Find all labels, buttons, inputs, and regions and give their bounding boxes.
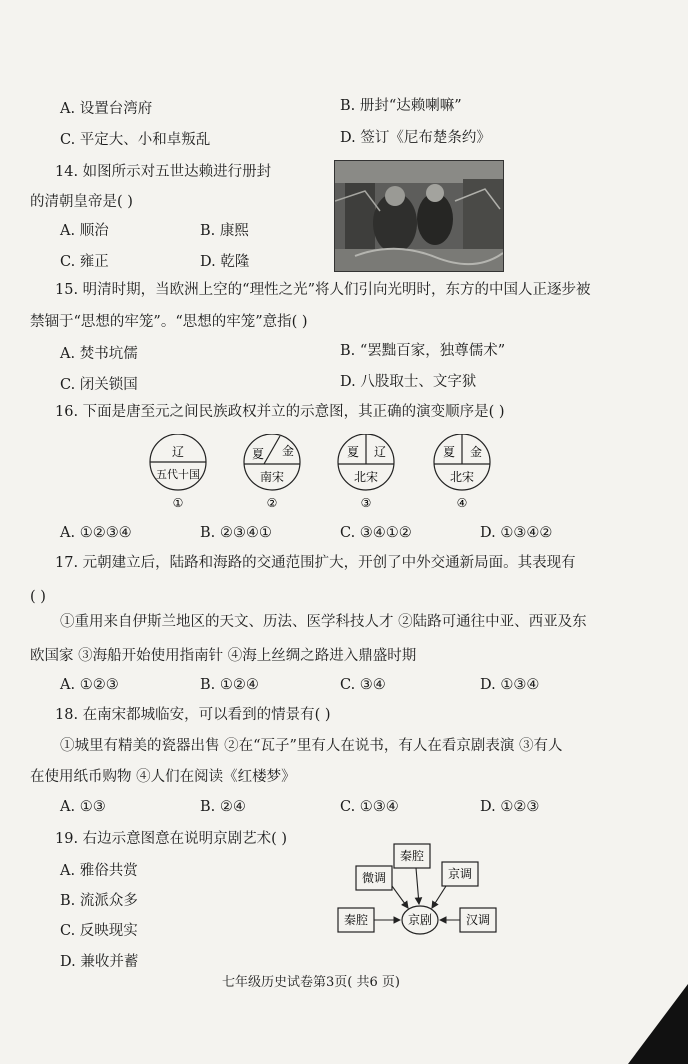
q14-stem-line1: 14. 如图所示对五世达赖进行册封: [55, 164, 272, 180]
q14-stem-line2: 的清朝皇帝是( ): [30, 194, 133, 210]
circle-2-top-right: 金: [281, 444, 295, 458]
circle-1-bottom: 五代十国: [156, 468, 200, 481]
center-label: 京剧: [407, 913, 433, 927]
circle-4-number: ④: [456, 496, 468, 510]
q15-option-a[interactable]: A. 焚书坑儒: [60, 346, 138, 362]
q14-option-c[interactable]: C. 雍正: [60, 254, 109, 270]
circle-3-top-left: 夏: [346, 445, 360, 459]
q16-option-d[interactable]: D. ①③④②: [480, 525, 553, 541]
q19-stem: 19. 右边示意图意在说明京剧艺术( ): [55, 831, 288, 847]
q15-stem-line1: 15. 明清时期，当欧洲上空的“理性之光”将人们引向光明时，东方的中国人正逐步被: [55, 282, 591, 298]
regime-circles-diagram: [140, 434, 510, 514]
peking-opera-sources-diagram: [330, 840, 510, 946]
source-label-1: 微调: [361, 871, 387, 885]
q16-stem: 16. 下面是唐至元之间民族政权并立的示意图，其正确的演变顺序是( ): [55, 404, 505, 420]
circle-3-bottom: 北宋: [353, 470, 379, 484]
q15-stem-line2: 禁锢于“思想的牢笼”。“思想的牢笼”意指( ): [30, 314, 308, 330]
q19-option-c[interactable]: C. 反映现实: [60, 923, 138, 939]
q18-stem: 18. 在南宋都城临安，可以看到的情景有( ): [55, 707, 331, 723]
source-label-3: 京调: [447, 867, 473, 881]
q17-option-a[interactable]: A. ①②③: [60, 677, 119, 693]
q17-items-line2: 欧国家 ③海船开始使用指南针 ④海上丝绸之路进入鼎盛时期: [30, 648, 417, 664]
q17-option-d[interactable]: D. ①③④: [480, 677, 540, 693]
q14-option-d[interactable]: D. 乾隆: [200, 254, 250, 270]
scan-corner-shadow: [628, 984, 688, 1064]
q19-option-b[interactable]: B. 流派众多: [60, 893, 138, 909]
source-label-2: 秦腔: [399, 849, 425, 863]
page-footer: 七年级历史试卷第3页( 共6 页): [222, 975, 400, 990]
q18-items-line2: 在使用纸币购物 ④人们在阅读《红楼梦》: [30, 769, 296, 785]
q14-option-a[interactable]: A. 顺治: [60, 223, 109, 239]
q13-option-d[interactable]: D. 签订《尼布楚条约》: [340, 130, 491, 146]
q13-option-c[interactable]: C. 平定大、小和卓叛乱: [60, 132, 211, 148]
q19-option-d[interactable]: D. 兼收并蓄: [60, 954, 139, 970]
q18-option-b[interactable]: B. ②④: [200, 799, 246, 815]
q17-stem-line2: ( ): [30, 589, 46, 605]
q18-option-c[interactable]: C. ①③④: [340, 799, 399, 815]
circle-4-bottom: 北宋: [449, 470, 475, 484]
q13-option-b[interactable]: B. 册封“达赖喇嘛”: [340, 98, 462, 114]
source-label-5: 汉调: [465, 913, 491, 927]
source-label-4: 秦腔: [343, 913, 369, 927]
q19-option-a[interactable]: A. 雅俗共赏: [60, 863, 138, 879]
circle-3: [338, 434, 394, 510]
q17-stem-line1: 17. 元朝建立后，陆路和海路的交通范围扩大，开创了中外交通新局面。其表现有: [55, 555, 576, 571]
circle-2: [244, 434, 300, 510]
circle-2-top-left: 夏: [251, 447, 265, 461]
q15-option-d[interactable]: D. 八股取士、文字狱: [340, 374, 477, 390]
circle-2-number: ②: [266, 496, 278, 510]
q18-option-d[interactable]: D. ①②③: [480, 799, 540, 815]
investiture-painting-image: [334, 160, 504, 272]
q18-items-line1: ①城里有精美的瓷器出售 ②在“瓦子”里有人在说书，有人在看京剧表演 ③有人: [60, 738, 563, 754]
q14-option-b[interactable]: B. 康熙: [200, 223, 249, 239]
q16-option-a[interactable]: A. ①②③④: [60, 525, 132, 541]
q17-option-c[interactable]: C. ③④: [340, 677, 386, 693]
circle-3-top-right: 辽: [373, 445, 387, 459]
q15-option-b[interactable]: B. “罢黜百家，独尊儒术”: [340, 343, 506, 359]
circle-4: [434, 434, 490, 510]
q17-option-b[interactable]: B. ①②④: [200, 677, 259, 693]
circle-1-number: ①: [172, 496, 184, 510]
q13-option-a[interactable]: A. 设置台湾府: [60, 101, 153, 117]
circle-4-top-left: 夏: [442, 445, 456, 459]
q16-option-b[interactable]: B. ②③④①: [200, 525, 272, 541]
circle-4-top-right: 金: [469, 445, 483, 459]
q16-option-c[interactable]: C. ③④①②: [340, 525, 412, 541]
circle-1-top: 辽: [171, 445, 185, 459]
circle-2-bottom: 南宋: [259, 470, 285, 484]
circle-3-number: ③: [360, 496, 372, 510]
q17-items-line1: ①重用来自伊斯兰地区的天文、历法、医学科技人才 ②陆路可通往中亚、西亚及东: [60, 614, 587, 630]
q15-option-c[interactable]: C. 闭关锁国: [60, 377, 138, 393]
circle-1: [150, 434, 206, 510]
q18-option-a[interactable]: A. ①③: [60, 799, 106, 815]
